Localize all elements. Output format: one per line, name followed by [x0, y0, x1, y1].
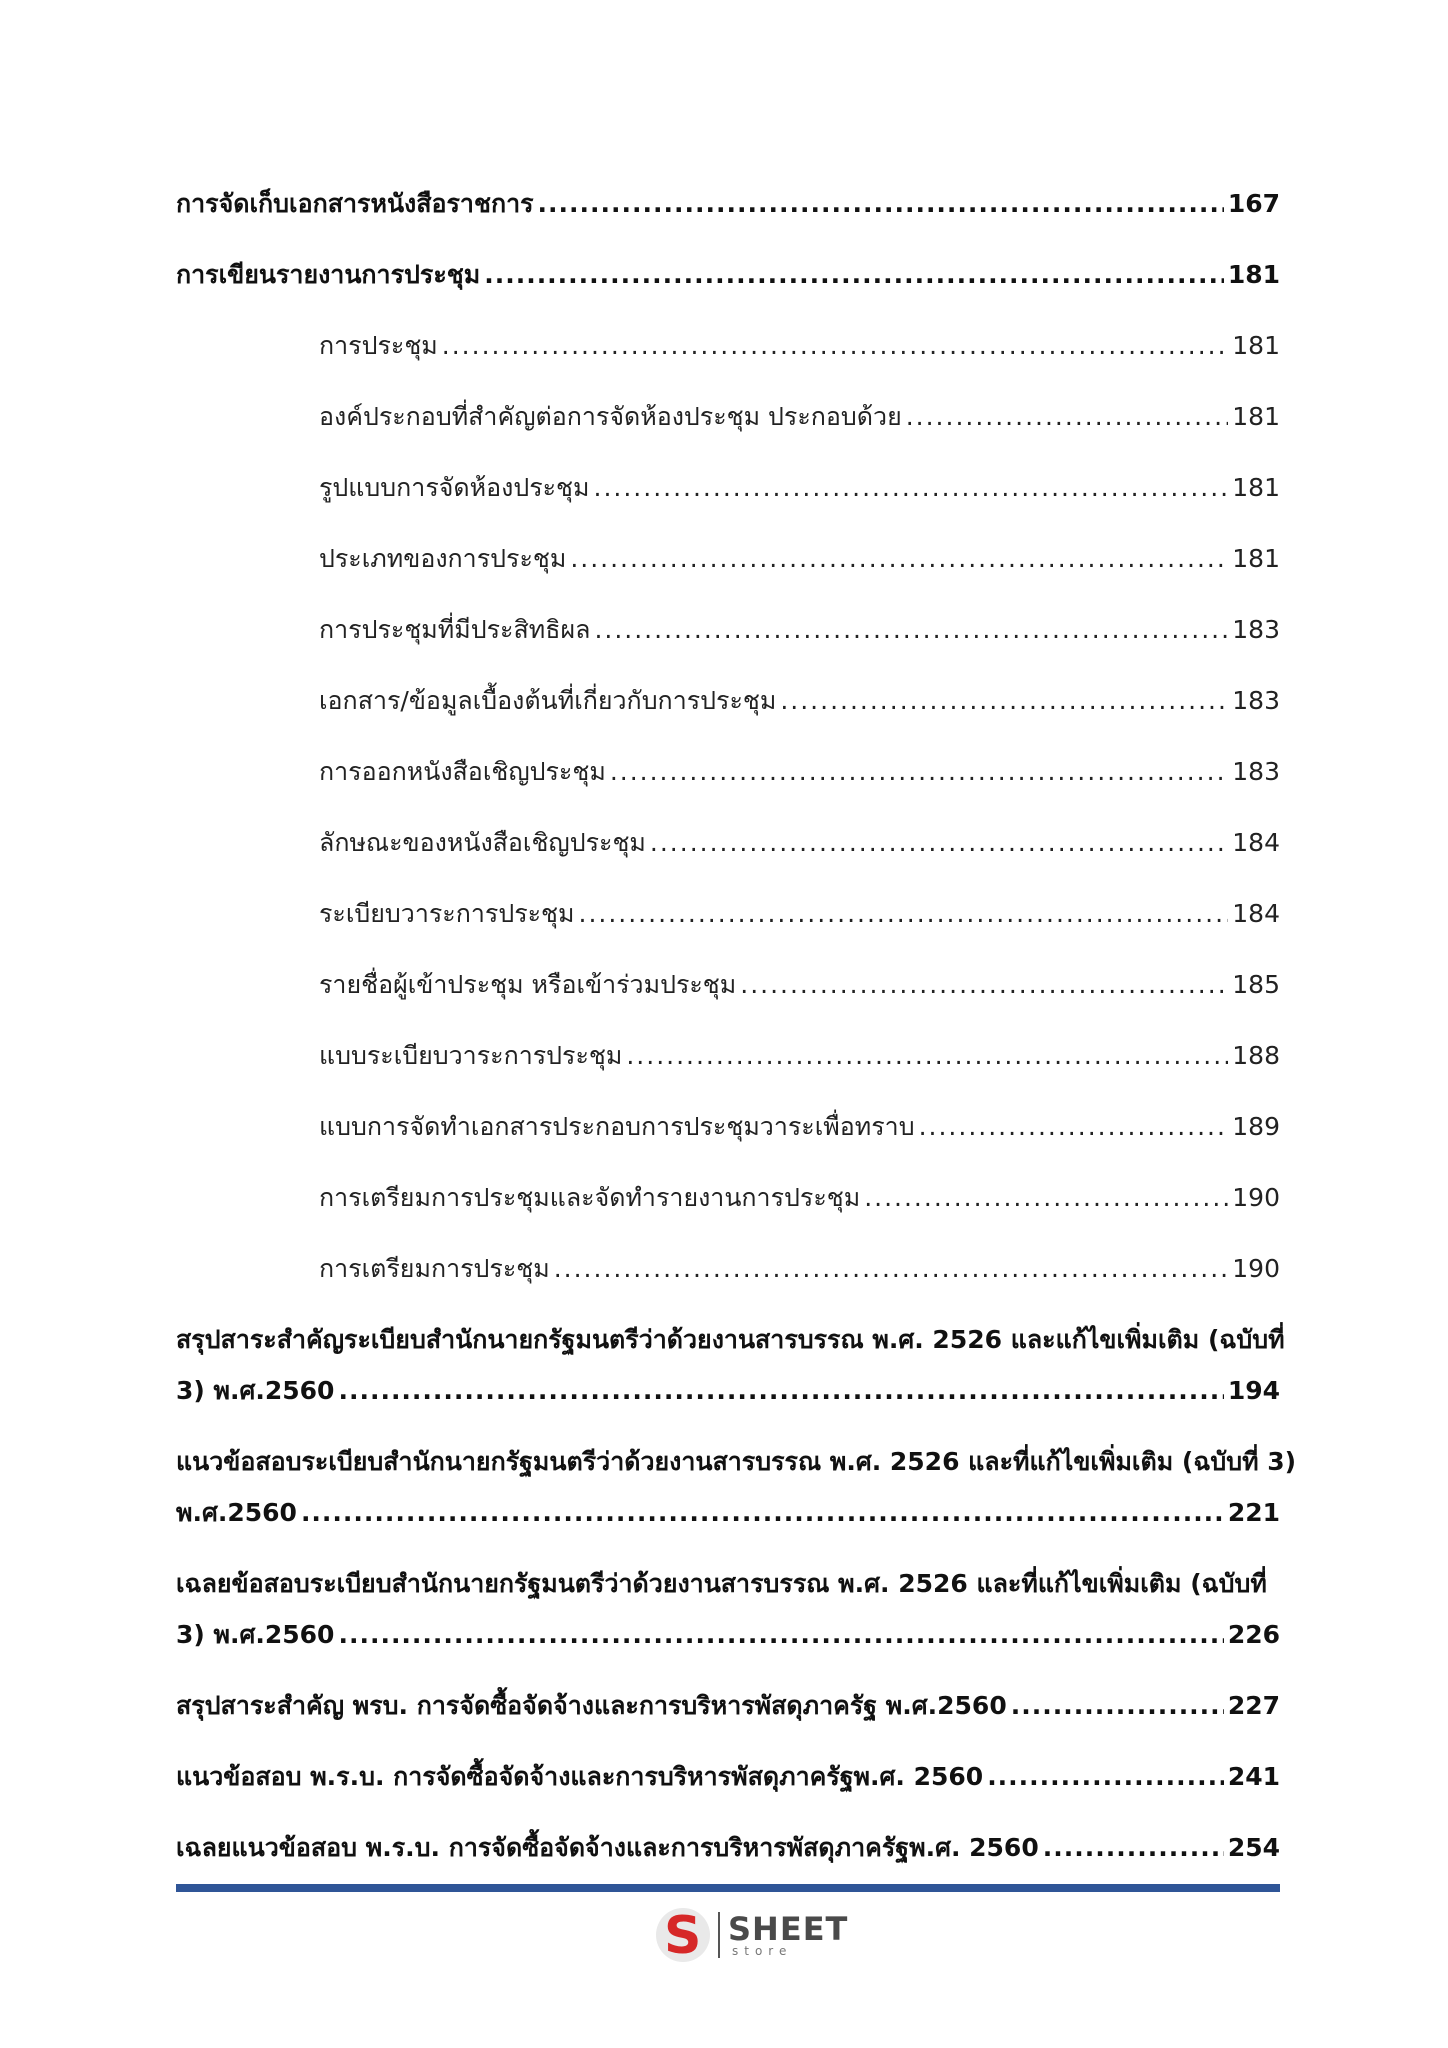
toc-entry	[176, 1101, 1280, 1172]
toc-entry-page: 190	[1232, 1254, 1280, 1283]
toc-entry-page: 227	[1227, 1691, 1280, 1720]
logo-mark-icon: S	[656, 1908, 710, 1962]
toc-leader-dots	[554, 1243, 1229, 1294]
toc-entry-title-cont: 3) พ.ศ.2560	[176, 1620, 335, 1649]
toc-entry-line2	[176, 1487, 1280, 1538]
toc-entry-page: 185	[1232, 970, 1280, 999]
toc-entry	[176, 1436, 1297, 1538]
toc-entry	[176, 1243, 1280, 1314]
toc-entry-title: แนวข้อสอบ พ.ร.บ. การจัดซื้อจัดจ้างและการบริหารพัสดุภาครัฐพ.ศ. 2560	[176, 1762, 984, 1791]
toc-leader-dots	[301, 1487, 1224, 1538]
toc-entry-title: การจัดเก็บเอกสารหนังสือราชการ	[176, 189, 534, 218]
toc-leader-dots	[864, 1172, 1228, 1223]
toc-entry-page: 194	[1227, 1376, 1280, 1405]
footer-divider	[176, 1884, 1280, 1892]
toc-entry	[176, 391, 1280, 462]
toc-entry	[176, 533, 1280, 604]
toc-entry	[176, 1172, 1280, 1243]
toc-entry-page: 181	[1232, 331, 1280, 360]
toc-leader-dots	[650, 817, 1228, 868]
toc-leader-dots	[338, 1609, 1223, 1660]
toc-entry	[176, 1558, 1280, 1660]
toc-entry	[176, 604, 1280, 675]
toc-entry	[176, 320, 1280, 391]
toc-leader-dots	[594, 604, 1228, 655]
toc-entry-page: 189	[1232, 1112, 1280, 1141]
toc-entry-page: 167	[1227, 189, 1280, 218]
toc-entry-title: รายชื่อผู้เข้าประชุม หรือเข้าร่วมประชุม	[319, 970, 737, 999]
logo-subword: store	[732, 1944, 793, 1958]
toc-entry	[176, 249, 1280, 320]
toc-leader-dots	[1043, 1822, 1224, 1873]
toc-entry	[176, 675, 1280, 746]
toc-entry-title: การเตรียมการประชุม	[319, 1254, 550, 1283]
toc-leader-dots	[594, 462, 1229, 513]
toc-entry-title-cont: 3) พ.ศ.2560	[176, 1376, 335, 1405]
toc-entry-title: การประชุม	[319, 331, 438, 360]
toc-entry	[176, 888, 1280, 959]
toc-entry-title-cont: พ.ศ.2560	[176, 1498, 297, 1527]
toc-entry	[176, 959, 1280, 1030]
logo-word: SHEET	[728, 1910, 849, 1948]
toc-entry-title: ประเภทของการประชุม	[319, 544, 567, 573]
toc-entry-page: 188	[1232, 1041, 1280, 1070]
toc-entry-page: 181	[1232, 473, 1280, 502]
toc-entry-title: สรุปสาระสำคัญ พรบ. การจัดซื้อจัดจ้างและการบริหารพัสดุภาครัฐ พ.ศ.2560	[176, 1691, 1007, 1720]
toc-leader-dots	[570, 533, 1228, 584]
toc-entry-page: 221	[1227, 1498, 1280, 1527]
toc-entry-title: ระเบียบวาระการประชุม	[319, 899, 575, 928]
toc-leader-dots	[442, 320, 1229, 371]
toc-entry-page: 184	[1232, 828, 1280, 857]
toc-entry-title: การประชุมที่มีประสิทธิผล	[319, 615, 591, 644]
toc-entry-title: การเตรียมการประชุมและจัดทำรายงานการประชุม	[319, 1183, 861, 1212]
toc-leader-dots	[610, 746, 1228, 797]
toc-entry-page: 254	[1227, 1833, 1280, 1862]
toc-entry-line2	[176, 1365, 1280, 1416]
toc-leader-dots	[780, 675, 1228, 726]
toc-leader-dots	[906, 391, 1229, 442]
toc-entry-title: แบบระเบียบวาระการประชุม	[319, 1041, 623, 1070]
toc-entry-page: 183	[1232, 615, 1280, 644]
toc-entry-title: รูปแบบการจัดห้องประชุม	[319, 473, 590, 502]
logo-text	[728, 1910, 849, 1958]
toc-leader-dots	[579, 888, 1229, 939]
toc-entry-page: 184	[1232, 899, 1280, 928]
toc-entry-page: 181	[1232, 544, 1280, 573]
toc-leader-dots	[538, 178, 1224, 229]
toc-entry-line2	[176, 1609, 1280, 1660]
toc-entry	[176, 1314, 1285, 1416]
toc-entry	[176, 817, 1280, 888]
toc-entry	[176, 1751, 1280, 1822]
logo-separator	[718, 1912, 720, 1958]
toc-entry	[176, 1030, 1280, 1101]
toc-entry-title: การเขียนรายงานการประชุม	[176, 260, 481, 289]
toc-entry	[176, 462, 1280, 533]
toc-leader-dots	[626, 1030, 1228, 1081]
toc-entry-title: แบบการจัดทำเอกสารประกอบการประชุมวาระเพื่อทราบ	[319, 1112, 915, 1141]
table-of-contents	[176, 178, 1297, 1893]
toc-leader-dots	[1011, 1680, 1224, 1731]
toc-entry	[176, 746, 1280, 817]
toc-entry-title: เอกสาร/ข้อมูลเบื้องต้นที่เกี่ยวกับการประชุม	[319, 686, 777, 715]
toc-entry-page: 190	[1232, 1183, 1280, 1212]
toc-entry-title: การออกหนังสือเชิญประชุม	[319, 757, 606, 786]
toc-entry-page: 183	[1232, 757, 1280, 786]
toc-entry-page: 183	[1232, 686, 1280, 715]
toc-entry	[176, 1680, 1280, 1751]
toc-entry-title: แนวข้อสอบระเบียบสำนักนายกรัฐมนตรีว่าด้วยงานสารบรรณ พ.ศ. 2526 และที่แก้ไขเพิ่มเติม (ฉบับที่ 3)	[176, 1447, 1297, 1476]
toc-entry	[176, 1822, 1280, 1893]
toc-leader-dots	[919, 1101, 1229, 1152]
toc-leader-dots	[740, 959, 1228, 1010]
toc-entry-title: องค์ประกอบที่สำคัญต่อการจัดห้องประชุม ประกอบด้วย	[319, 402, 902, 431]
toc-entry-page: 181	[1232, 402, 1280, 431]
toc-entry-page: 226	[1227, 1620, 1280, 1649]
toc-entry-title: เฉลยแนวข้อสอบ พ.ร.บ. การจัดซื้อจัดจ้างและการบริหารพัสดุภาครัฐพ.ศ. 2560	[176, 1833, 1039, 1862]
toc-entry-title: ลักษณะของหนังสือเชิญประชุม	[319, 828, 646, 857]
toc-leader-dots	[987, 1751, 1224, 1802]
toc-entry	[176, 178, 1280, 249]
sheet-store-logo	[656, 1908, 848, 1962]
toc-entry-title: สรุปสาระสำคัญระเบียบสำนักนายกรัฐมนตรีว่าด้วยงานสารบรรณ พ.ศ. 2526 และแก้ไขเพิ่มเติม (ฉบับที่	[176, 1325, 1285, 1354]
toc-entry-title: เฉลยข้อสอบระเบียบสำนักนายกรัฐมนตรีว่าด้วยงานสารบรรณ พ.ศ. 2526 และที่แก้ไขเพิ่มเติม (ฉบับที่	[176, 1569, 1267, 1598]
toc-entry-page: 241	[1227, 1762, 1280, 1791]
toc-leader-dots	[484, 249, 1224, 300]
toc-leader-dots	[338, 1365, 1223, 1416]
toc-entry-page: 181	[1227, 260, 1280, 289]
